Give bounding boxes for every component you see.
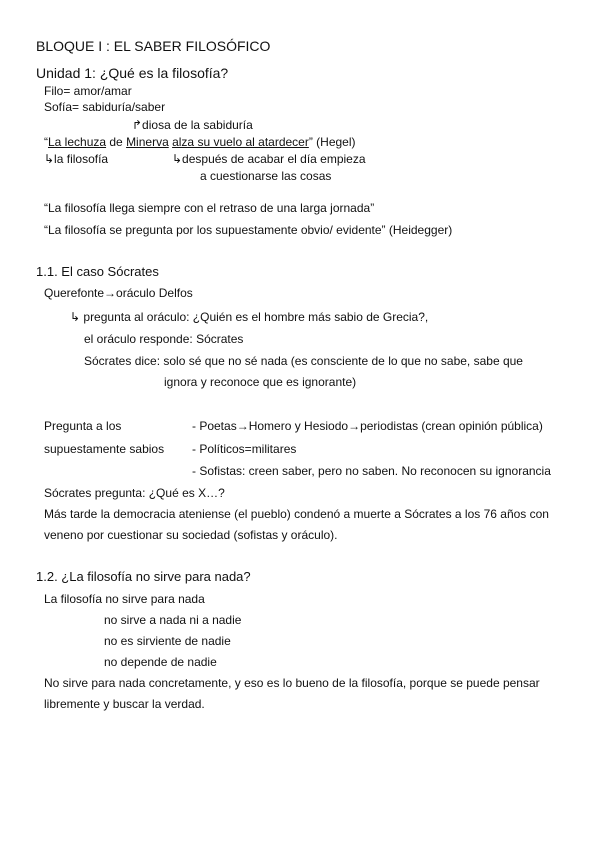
no-sirve-a-nada-line: no sirve a nada ni a nadie [104, 613, 242, 627]
poetas-item: - Poetas→Homero y Hesiodo→periodistas (crean opinión pública) [192, 419, 543, 433]
querefonte-line: Querefonte→oráculo Delfos [44, 286, 193, 300]
lechuza-text: La lechuza [48, 135, 107, 149]
de-text: de [106, 135, 127, 149]
document-title: BLOQUE I : EL SABER FILOSÓFICO [36, 38, 271, 54]
quote-retraso: “La filosofía llega siempre con el retraso de una larga jornada” [44, 201, 375, 215]
section-1-2-heading: 1.2. ¿La filosofía no sirve para nada? [36, 569, 251, 584]
section-1-1-heading: 1.1. El caso Sócrates [36, 264, 159, 279]
pregunta-a-los-label: Pregunta a los [44, 419, 122, 433]
socrates-dice-line: Sócrates dice: solo sé que no sé nada (es consciente de lo que no sabe, sabe que [84, 354, 523, 368]
despues-note: ↳después de acabar el día empieza [172, 152, 366, 166]
politicos-item: - Políticos=militares [192, 442, 297, 456]
no-es-sirviente-line: no es sirviente de nadie [104, 634, 231, 648]
cuestionarse-note: a cuestionarse las cosas [200, 169, 332, 183]
unit-heading: Unidad 1: ¿Qué es la filosofía? [36, 65, 229, 81]
sofistas-item: - Sofistas: creen saber, pero no saben. No reconocen su ignorancia [192, 464, 551, 478]
hegel-attribution: ” (Hegel) [308, 135, 356, 149]
alza-text: alza su vuelo al atardecer [172, 135, 309, 149]
que-es-line: Sócrates pregunta: ¿Qué es X…? [44, 486, 225, 500]
filo-definition: Filo= amor/amar [44, 84, 132, 98]
sofia-definition: Sofía= sabiduría/saber [44, 100, 166, 114]
responde-line: el oráculo responde: Sócrates [84, 332, 244, 346]
minerva-text: Minerva [126, 135, 169, 149]
la-filosofia-note: ↳la filosofía [44, 152, 109, 166]
pregunta-line: ↳ pregunta al oráculo: ¿Quién es el hombre más sabio de Grecia?, [70, 310, 429, 324]
no-depende-line: no depende de nadie [104, 655, 217, 669]
concretamente-line: No sirve para nada concretamente, y eso es lo bueno de la filosofía, porque se puede pensar [44, 676, 540, 690]
quote-mark: “ [44, 135, 48, 149]
no-sirve-line: La filosofía no sirve para nada [44, 592, 205, 606]
supuestamente-sabios-label: supuestamente sabios [44, 442, 165, 456]
diosa-note: ↱diosa de la sabiduría [132, 118, 253, 132]
libremente-line: libremente y buscar la verdad. [44, 697, 205, 711]
democracia-line-2: veneno por cuestionar su sociedad (sofistas y oráculo). [44, 528, 338, 542]
socrates-dice-line-2: ignora y reconoce que es ignorante) [164, 375, 357, 389]
hegel-quote [44, 135, 356, 149]
democracia-line-1: Más tarde la democracia ateniense (el pueblo) condenó a muerte a Sócrates a los 76 años con [44, 507, 549, 521]
quote-heidegger: “La filosofía se pregunta por los supuestamente obvio/ evidente” (Heidegger) [44, 223, 453, 237]
